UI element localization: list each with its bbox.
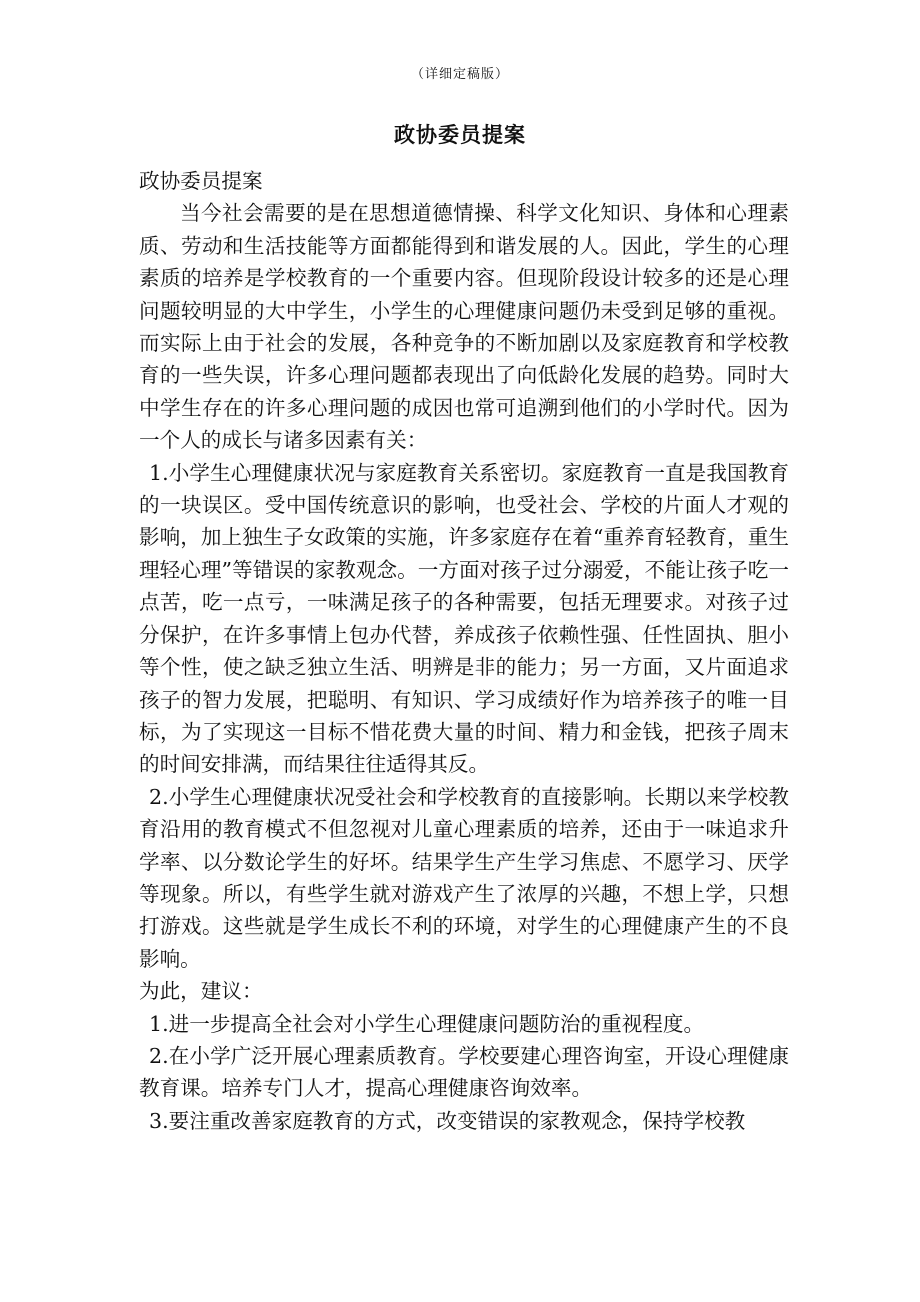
suggestion-heading: 为此，建议： bbox=[139, 979, 263, 1004]
cause-paragraph-1: 1.小学生心理健康状况与家庭教育关系密切。家庭教育一直是我国教育的一块误区。受中国传统意识的影响，也受社会、学校的片面人才观的影响，加上独生子女政策的实施，许多家庭存在着“重养育轻教育，重生理轻心理”等错误的家教观念。一方面对孩子过分溺爱，不能让孩子吃一点苦，吃一点亏，一味满足孩子的各种需要，包括无理要求。对孩子过分保护，在许多事情上包办代替，养成孩子依赖性强、任性固执、胆小等个性，使之缺乏独立生活、明辨是非的能力；另一方面，又片面追求孩子的智力发展，把聪明、有知识、学习成绩好作为培养孩子的唯一目标，为了实现这一目标不惜花费大量的时间、精力和金钱，把孩子周末的时间安排满，而结果往往适得其反。 bbox=[139, 460, 789, 777]
suggestion-item-3: 3.要注重改善家庭教育的方式，改变错误的家教观念，保持学校教 bbox=[149, 1108, 746, 1133]
header-note: （详细定稿版） bbox=[410, 67, 509, 82]
intro-paragraph: 当今社会需要的是在思想道德情操、科学文化知识、身体和心理素质、劳动和生活技能等方面都能得到和谐发展的人。因此，学生的心理素质的培养是学校教育的一个重要内容。但现阶段设计较多的还是心理问题较明显的大中学生，小学生的心理健康问题仍未受到足够的重视。而实际上由于社会的发展，各种竞争的不断加剧以及家庭教育和学校教育的一些失误，许多心理问题都表现出了向低龄化发展的趋势。同时大中学生存在的许多心理问题的成因也常可追溯到他们的小学时代。因为一个人的成长与诸多因素有关： bbox=[139, 201, 789, 453]
cause-paragraph-2: 2.小学生心理健康状况受社会和学校教育的直接影响。长期以来学校教育沿用的教育模式不但忽视对儿童心理素质的培养，还由于一味追求升学率、以分数论学生的好坏。结果学生产生学习焦虑、不愿学习、厌学等现象。所以，有些学生就对游戏产生了浓厚的兴趣，不想上学，只想打游戏。这些就是学生成长不利的环境，对学生的心理健康产生的不良影响。 bbox=[139, 784, 789, 971]
suggestion-item-2: 2.在小学广泛开展心理素质教育。学校要建心理咨询室，开设心理健康教育课。培养专门人才，提高心理健康咨询效率。 bbox=[139, 1043, 789, 1101]
suggestion-item-1: 1.进一步提高全社会对小学生心理健康问题防治的重视程度。 bbox=[149, 1011, 705, 1036]
document-body bbox=[139, 165, 789, 1137]
document-title: 政协委员提案 bbox=[394, 122, 526, 147]
subtitle: 政协委员提案 bbox=[139, 169, 263, 193]
